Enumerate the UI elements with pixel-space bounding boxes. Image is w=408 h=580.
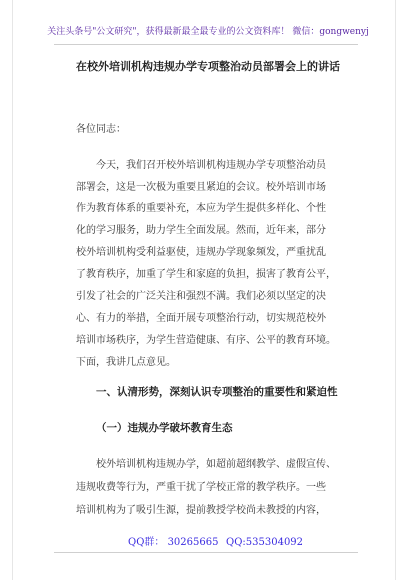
- section-heading: 一、认清形势，深刻认识专项整治的重要性和紧迫性: [96, 386, 338, 398]
- paragraph2-line: 违规收费等行为，严重干扰了学校正常的教学秩序。一些: [76, 482, 326, 493]
- paragraph1-line: 部署会，这是一次极为重要且紧迫的会议。校外培训市场: [76, 182, 326, 193]
- paragraph1-line: 化的学习服务，助力学生全面发展。然而，近年来，部分: [76, 225, 326, 236]
- paragraph1-line: 引发了社会的广泛关注和强烈不满。我们必须以坚定的决: [76, 291, 326, 302]
- subsection-heading: （一）违规办学破坏教育生态: [96, 422, 233, 434]
- footer-qq-group: QQ群： 30265665: [128, 537, 219, 548]
- paragraph1-line: 下面，我讲几点意见。: [76, 357, 176, 368]
- paragraph2-line: 校外培训机构违规办学，如超前超纲教学、虚假宣传、: [96, 459, 336, 470]
- paragraph2-line: 培训机构为了吸引生源，提前教授学校尚未教授的内容，: [76, 505, 326, 516]
- paragraph1-line: 校外培训机构受利益驱使，违规办学现象频发，严重扰乱: [76, 247, 326, 258]
- salutation: 各位同志：: [76, 124, 126, 135]
- header-banner: 关注头条号"公文研究"，获得最新最全最专业的公文资料库！ 微信：gongwenyj: [47, 27, 369, 37]
- document-title: 在校外培训机构违规办学专项整治动员部署会上的讲话: [76, 60, 340, 73]
- paragraph1-line: 培训市场秩序，为学生营造健康、有序、公平的教育环境。: [76, 335, 336, 346]
- paragraph1-line: 了教育秩序，加重了学生和家庭的负担，损害了教育公平，: [76, 269, 336, 280]
- footer-qq-number: QQ:535304092: [226, 537, 304, 548]
- paragraph1-line: 今天，我们召开校外培训机构违规办学专项整治动员: [96, 160, 326, 171]
- paragraph1-line: 作为教育体系的重要补充，本应为学生提供多样化、个性: [76, 203, 326, 214]
- header-rule: [54, 44, 358, 45]
- paragraph1-line: 心、有力的举措，全面开展专项整治行动，切实规范校外: [76, 313, 326, 324]
- footer-rule: [54, 552, 358, 553]
